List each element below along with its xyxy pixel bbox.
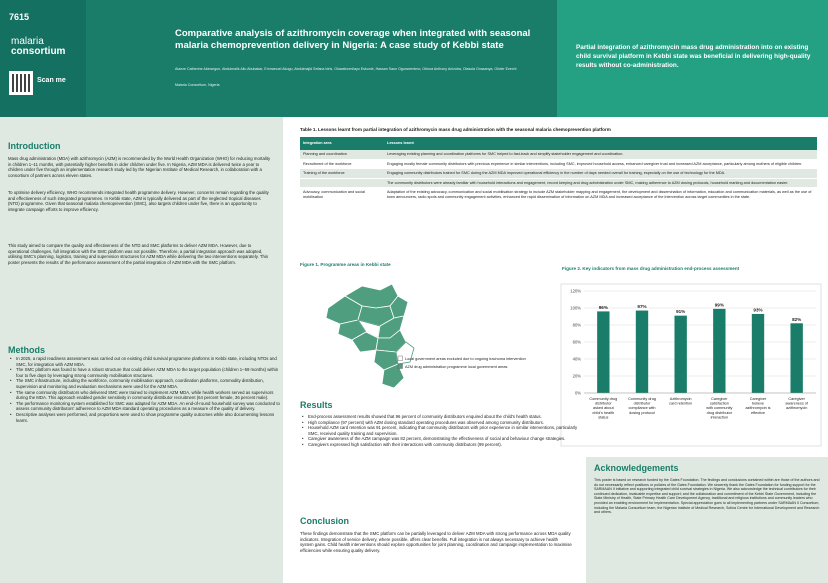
brand-line1: malaria [11,36,44,47]
indicator-bar-chart [560,283,822,448]
table-row [300,159,817,169]
results-item: • Caregiver awareness of the AZM campaign was 82 percent, demonstrating the effectiveness of social and behaviour change strategies. [308,436,580,442]
affiliation: Malaria Consortium, Nigeria [175,83,220,87]
table-row [300,169,817,179]
conclusion-text: These findings demonstrate that the SMC platform can be partially leveraged to deliver AZM MDA with strong performance across MDA quality indicators. Integration of service delivery, where possible, offers clear benefits. Full integration is not always necessary to achieve health system gains. Child health interventions should explore opportunities for joint planning, coordination and campaign implementation to maximise efficiencies while ensuring quality delivery. [300,531,572,553]
logo-block [0,0,86,117]
results-list [300,414,580,448]
poster-number: 7615 [9,12,30,22]
bar-value-label: 99% [714,302,724,308]
results-item: • End-process assessment results showed that 96 percent of community distributors enquired about the child's health status. [308,414,580,420]
methods-item: • The SMC platform was found to have a robust structure that could deliver AZM MDA to the target population (children 1–59 months) within four to five days by leveraging strong community mobilisation structures. [16,367,280,378]
brand-line2: consortium [11,46,66,57]
table-cell-lesson: Leveraging existing planning and coordination platforms for SMC helped to fast-track and simplify stakeholder engagement and coordination. [384,150,817,159]
acknowledgements-heading: Acknowledgements [594,463,679,473]
bar-value-label: 97% [637,304,647,310]
methods-item: • The SMC infrastructure, including the workforce, community mobilisation approach, coordination platforms, commodity distribution, supervision and monitoring and evaluation mechanisms were used for the AZM MDA. [16,378,280,389]
author-list: Alaeze Catherine Akinsegun, Abdulmalik Aliu Abubakar, Emmanuel Akogu, Abdulmajid Sefana Idris, Oluwafunmilayo Eskunle, Hassan Saun Ogunwemimo, Obiora Anthony Anizoba, Olasola Onasanya, Olivier Ezechi [175,67,517,71]
x-category-label: Community drug distributor asked about child's health status [589,397,618,420]
table-cell-area: Training of the workforce [300,169,384,179]
x-category-label: Azithromycin card retention [669,397,693,406]
acknowledgements-text: This poster is based on research funded by the Gates Foundation. The findings and conclusions contained within are those of the authors and do not necessarily reflect positions or policies of the Gates Foundation. We sincerely thank the Gates Foundation for funding support for the SARMAAN II initiative and supporting integrated child survival strategies in Nigeria. We also acknowledge the technical contributors for their continued dedication, invaluable expertise and support; and the collaboration and commitment of the Kebbi State Government, including the State Ministry of Health, State Primary Health Care Development Agency, traditional and religious institutions and community leaders who provided an enabling environment for implementation. Special appreciation goes to all implementing partners under SARMAAN II Consortium, including the Malaria Consortium team, the Nigerian Institute of Medical Research, Solina Centre for International Development and Research and others. [594,478,820,515]
x-category-label: Caregiver believe azithromycin is effective [745,397,771,415]
bar-value-label: 96% [598,304,608,310]
y-tick-label: 80% [572,322,581,328]
bar [790,323,802,393]
table-header-lessons: Lessons learnt [384,137,817,150]
legend-swatch-excluded [398,356,403,361]
y-tick-label: 120% [570,288,581,294]
lga-shapes [326,284,414,388]
x-category-label: Caregiver awareness of azithromycin [785,397,808,411]
bar [713,309,725,393]
table-cell-lesson: The community distributors were already familiar with household interactions and engagement, record keeping and drug administration under SMC, making adherence to AZM dosing protocols, household marking and documentation easier. [384,178,817,188]
bar [636,311,648,393]
intro-paragraph-1: Mass drug administration (MDA) with azithromycin (AZM) is recommended by the World Health Organization (WHO) for reducing mortality in children 1–11 months, with potentially higher benefits in older children under five. In Nigeria, AZM MDA is delivered twice a year to children under five through an implementation research study led by the Nigerian Institute of Medical Research, in collaboration with a consortium of partners across eleven states. [8,156,271,178]
bar [752,314,764,393]
legend-label-excluded: Local government areas excluded due to ongoing trachoma intervention [405,357,526,361]
legend-swatch-programme [398,364,403,369]
intro-paragraph-3: This study aimed to compare the quality and effectiveness of the NTD and SMC platforms to deliver AZM MDA. However, due to operational challenges, full integration with the SMC platform was not possible. Therefore, a partial integration approach was adopted, utilising SMC's planning, logistics, training and supervision structures for AZM MDA while delivering the two interventions separately. This poster presents the results of the performance assessment of the partial integration of AZM MDA with the SMC platform. [8,243,269,265]
intro-paragraph-2: To optimise delivery efficiency, WHO recommends integrated health programme delivery. However, concerns remain regarding the quality and effectiveness of such integrated programmes. In Kebbi state, AZM is typically delivered as part of the neglected tropical diseases (NTD) programme. Given that seasonal malaria chemoprevention (SMC), also targets children under five, there is an opportunity to integrate campaign efforts to improve efficiency. [8,190,269,212]
results-heading: Results [300,400,333,410]
table-cell-area: Recruitment of the workforce [300,159,384,169]
bar [597,311,609,393]
table-row [300,150,817,159]
methods-item: • The same community distributors who delivered SMC were trained to implement AZM MDA, while health workers served as supervisors during the MDA. This approach enabled gender sensitivity in community distributor recruitment (64 percent female, 36 percent male). [16,390,280,401]
key-message: Partial integration of azithromycin mass drug administration into on existing child survival platform in Kebbi state was beneficial in delivering high-quality results without co-administration. [576,44,811,69]
methods-list [8,356,280,423]
table-cell-area: Advocacy, communication and social mobilisation [300,188,384,202]
bar [674,316,686,393]
table-caption: Table 1. Lessons learnt from partial integration of azithromycin mass drug administration with the seasonal malaria chemoprevention platform [300,127,611,132]
table-cell-area [300,178,384,188]
table-cell-lesson: Adaptation of the existing advocacy, communication and social mobilisation strategy to include AZM stakeholder mapping and engagement, the development and dissemination of information, education and communication materials, as well as the use of town announcers, radio spots and community engagement activities, enhanced the rapid dissemination of information on AZM MDA and increased acceptance of the intervention across target communities in the state. [384,188,817,202]
kebbi-map [300,268,530,396]
acknowledgements-box [586,457,828,583]
x-category-label: Community drug distributor compliance with dosing protocol [628,397,656,415]
methods-item: • The performance monitoring system established for SMC was adapted for AZM MDA. An end-of-round household survey was conducted to assess community distributors' adherence to AZM MDA standard operating procedures as a measure of the quality of delivery. [16,401,280,412]
lessons-table [300,137,817,203]
scan-label: Scan me [37,77,66,84]
x-category-label: Caregiver satisfaction with community drug distributor interaction [706,397,733,420]
table-cell-lesson: Engaging community distributors trained for SMC during the AZM MDA improved operational efficiency in the number of days needed overall for training, especially on the use of technology for the MDA. [384,169,817,179]
introduction-heading: Introduction [8,141,61,151]
y-tick-label: 40% [572,356,581,362]
bar-value-label: 93% [753,307,763,313]
table-cell-lesson: Engaging mostly female community distributors with previous experience in similar interventions, including SMC, improved household access, enhanced caregiver trust and increased AZM acceptance, particularly among mothers of eligible children. [384,159,817,169]
methods-item: • In 2025, a rapid readiness assessment was carried out on existing child survival programme platforms in Kebbi state, including NTDs and SMC, for integration with AZM MDA. [16,356,280,367]
results-item: • Caregivers expressed high satisfaction with their interactions with community distributors (99 percent). [308,442,580,448]
table-header-area: Integration area [300,137,384,150]
bar-value-label: 91% [676,309,686,315]
results-item: • Household AZM card retention was 91 percent, indicating that community distributors with prior experience in similar interventions, particularly SMC, received quality training and supervision. [308,425,580,436]
results-item: • High compliance (97 percent) with AZM dosing standard operating procedures was observed among community distributors. [308,420,580,426]
figure1-caption: Figure 1. Programme areas in Kebbi state [300,262,391,267]
poster-title: Comparative analysis of azithromycin coverage when integrated with seasonal malaria chemoprevention delivery in Nigeria: A case study of Kebbi state [175,28,531,51]
y-tick-label: 20% [572,373,581,379]
figure2-caption: Figure 2. Key indicators from mass drug administration end-process assessment [562,266,740,271]
conclusion-heading: Conclusion [300,516,349,526]
y-tick-label: 0% [574,390,581,396]
table-row [300,188,817,202]
methods-item: • Descriptive analyses were performed, and proportions were used to show programme quality outcomes while also documenting lessons learnt. [16,412,280,423]
bar-value-label: 82% [792,316,802,322]
legend-label-programme: AZM drug administration programme local government areas [405,365,508,369]
y-tick-label: 60% [572,339,581,345]
table-cell-area: Planning and coordination [300,150,384,159]
y-tick-label: 100% [570,305,581,311]
qr-code-icon[interactable] [9,71,33,95]
methods-heading: Methods [8,345,45,355]
table-row [300,178,817,188]
